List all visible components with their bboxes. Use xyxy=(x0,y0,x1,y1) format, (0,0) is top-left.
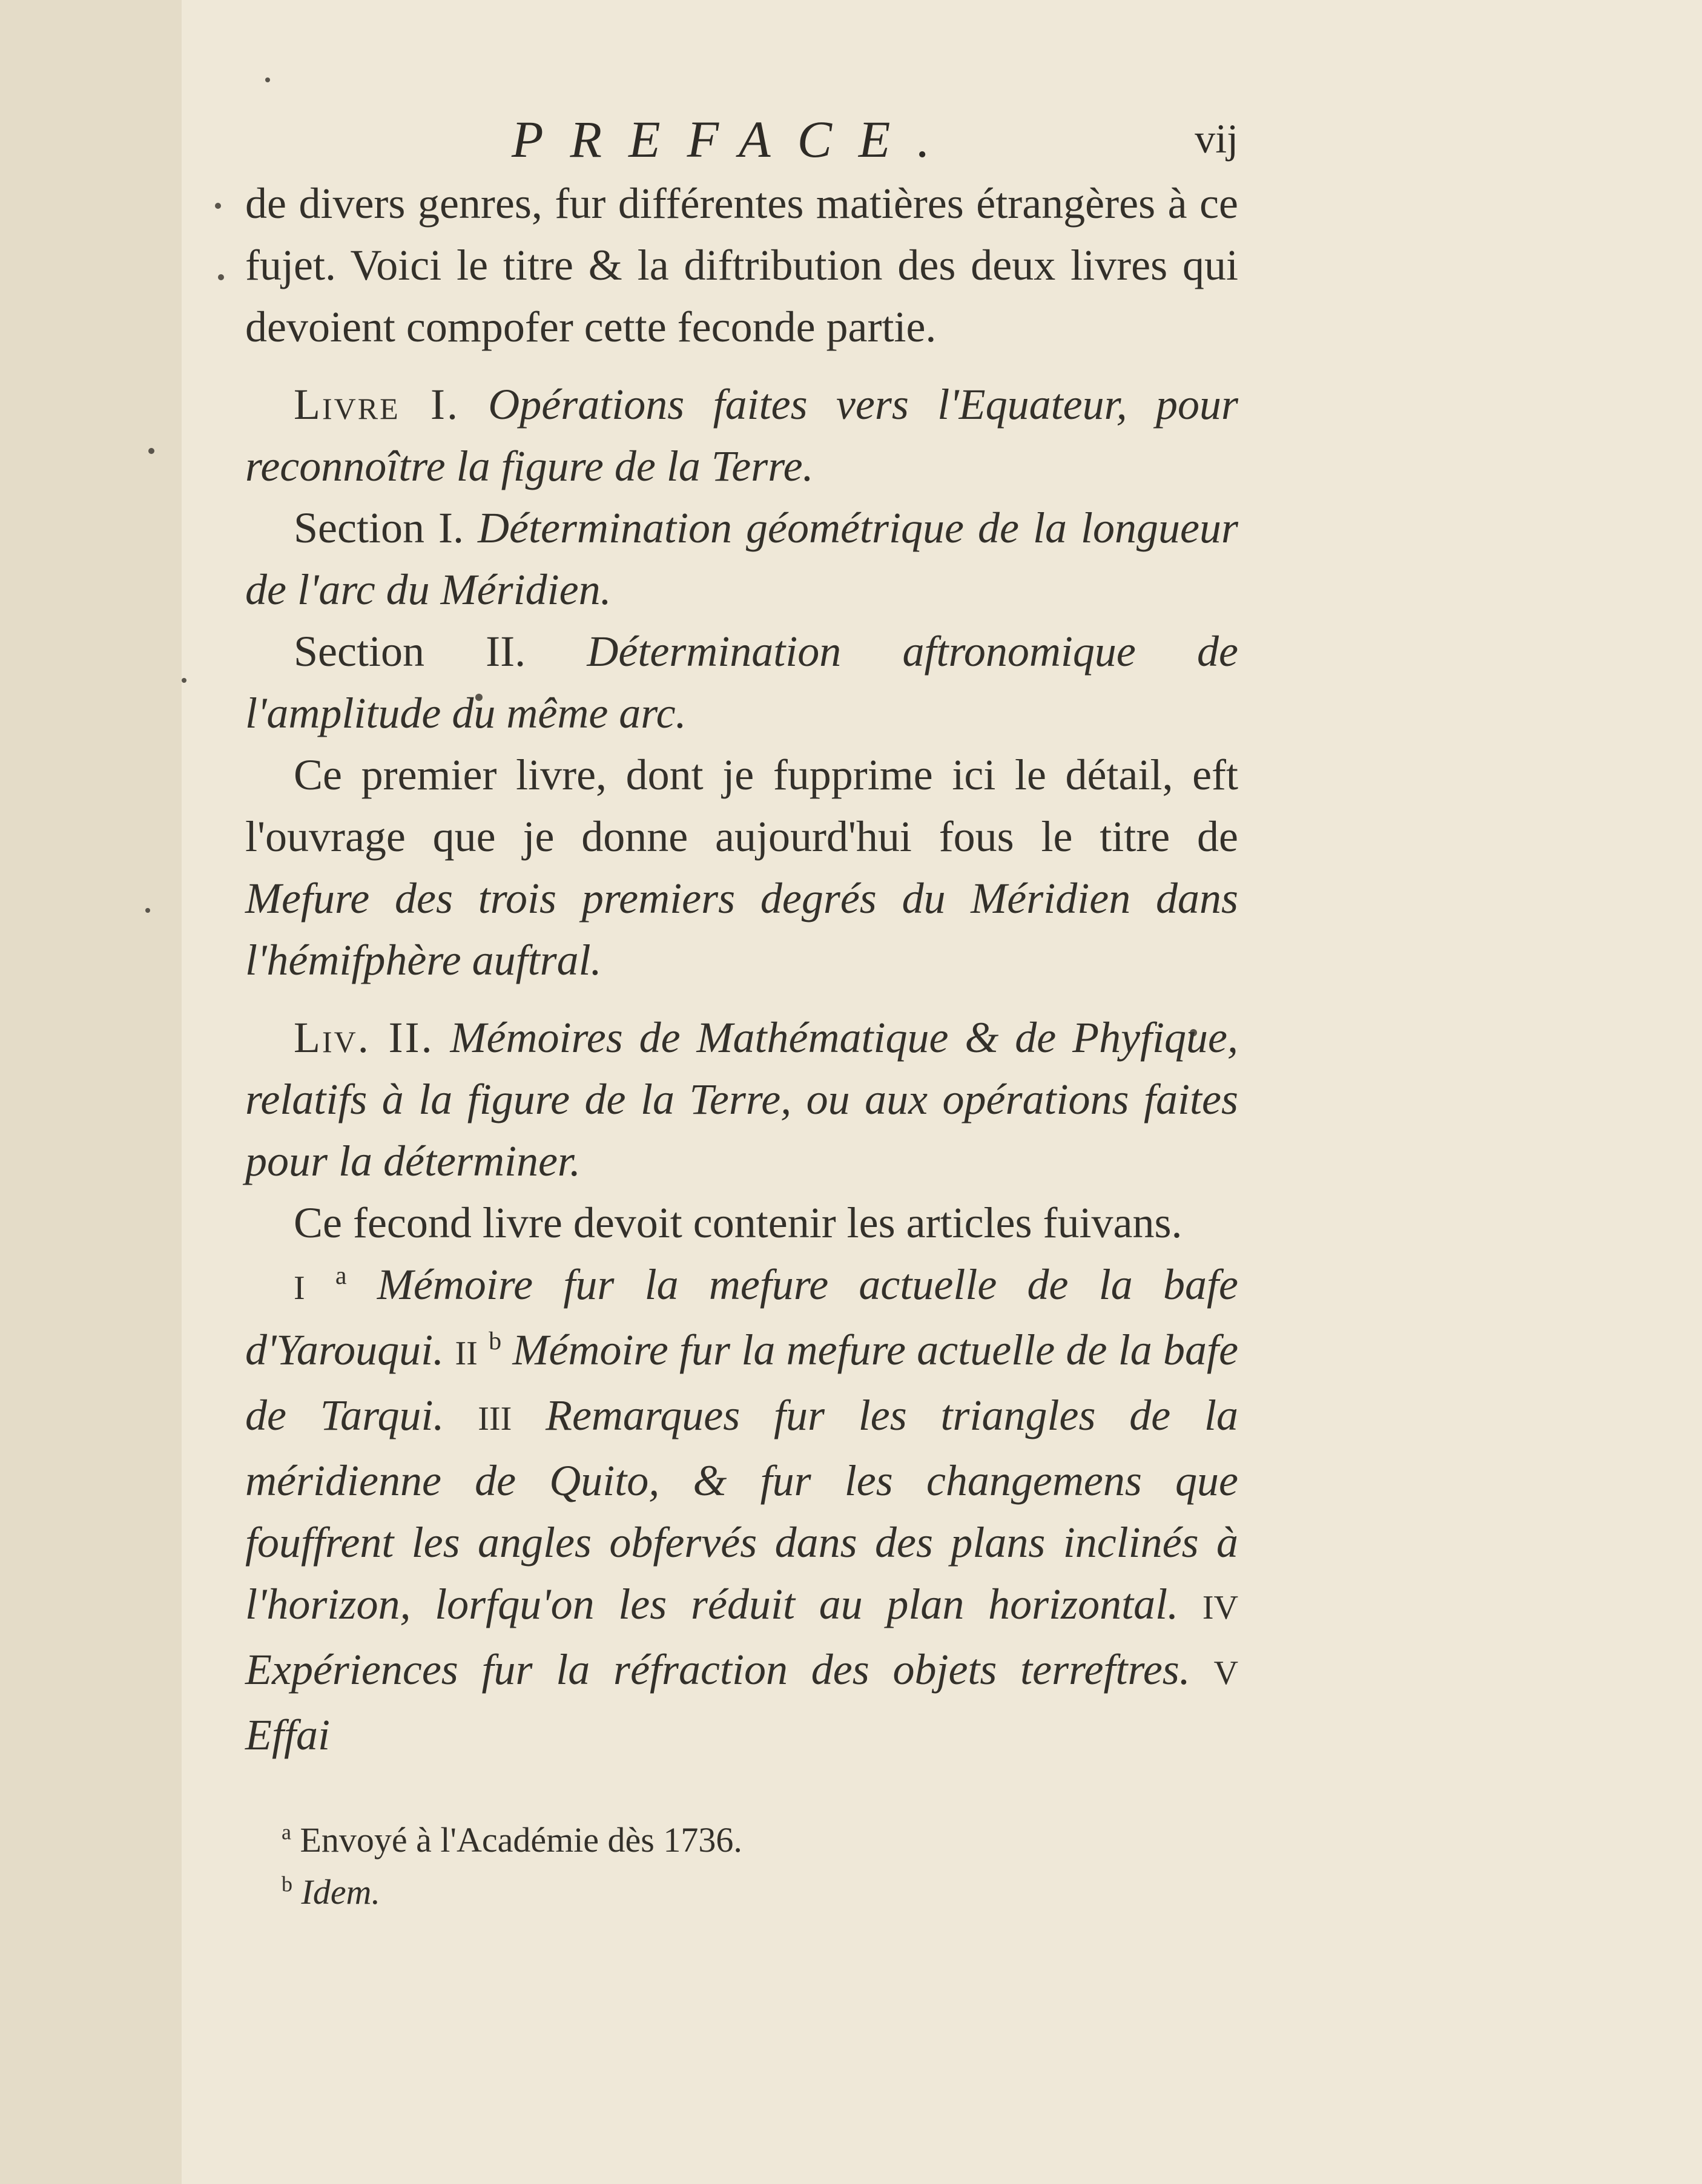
first-book-title: Mefure des trois premiers degrés du Méridien dans l'hémifphère auftral. xyxy=(245,874,1238,984)
ink-speck xyxy=(218,274,224,280)
article-4-number: IV xyxy=(1202,1589,1239,1626)
section-1-title: Détermination géométrique de la longueur de l'arc du Méridien. xyxy=(245,504,1239,614)
first-book-text: Ce premier livre, dont je fupprime ici le détail, eft l'ouvrage que je donne aujourd'hui fous le titre de xyxy=(245,751,1238,861)
article-2-number: II xyxy=(455,1335,478,1372)
section-1-label: Section I. xyxy=(294,504,464,552)
section-2-label: Section II. xyxy=(294,627,526,676)
article-3-title: Remarques fur les triangles de la méridienne de Quito, & fur les changemens que fouffrent les angles obfervés dans des plans inclinés à l'horizon, lorfqu'on les réduit au plan horizontal. xyxy=(245,1391,1239,1628)
paragraph-second-book: Ce fecond livre devoit contenir les articles fuivans. xyxy=(294,1199,1182,1247)
paragraph-section-2 xyxy=(245,620,1238,744)
footnote-text: Envoyé à l'Académie dès 1736. xyxy=(300,1820,742,1860)
footnote-text: Idem. xyxy=(301,1872,380,1912)
footnote-mark: b xyxy=(282,1872,292,1896)
ink-speck xyxy=(265,77,270,82)
article-3-number: III xyxy=(478,1400,512,1438)
footnote xyxy=(282,1814,1238,1866)
paragraph-livre-1 xyxy=(245,373,1238,497)
livre-2-label: Liv. II. xyxy=(294,1013,434,1062)
ink-speck xyxy=(148,448,154,454)
running-head xyxy=(245,109,1238,173)
paragraph-articles xyxy=(245,1254,1238,1766)
page-number: vij xyxy=(1195,116,1238,162)
running-title: PREFACE. xyxy=(512,110,957,168)
livre-1-title: Opérations faites vers l'Equateur, pour reconnoître la figure de la Terre. xyxy=(245,380,1239,490)
article-1-number: I xyxy=(294,1269,305,1307)
article-1-title: Mémoire fur la mefure actuelle de la bafe d'Yarouqui. xyxy=(245,1260,1238,1374)
section-2-title: Détermination aftronomique de l'amplitude du même arc. xyxy=(245,627,1238,737)
page-gutter xyxy=(0,0,182,2184)
paragraph-first-book xyxy=(245,744,1238,991)
article-4-title: Expériences fur la réfraction des objets terreftres. xyxy=(245,1645,1190,1694)
livre-2-title: Mémoires de Mathématique & de Phyfique, relatifs à la figure de la Terre, ou aux opérations faites pour la déterminer. xyxy=(245,1013,1239,1185)
footnote-mark: a xyxy=(282,1820,291,1844)
footnotes xyxy=(245,1814,1238,1918)
paragraph-intro: de divers genres, fur différentes matières étrangères à ce fujet. Voici le titre & la diftribution des deux livres qui devoient compofer cette feconde partie. xyxy=(245,179,1238,351)
article-1-footnote-ref: a xyxy=(335,1262,347,1290)
livre-1-label: Livre I. xyxy=(294,380,460,429)
ink-speck xyxy=(215,203,221,209)
article-2-title: Mémoire fur la mefure actuelle de la bafe de Tarqui. xyxy=(245,1326,1239,1439)
ink-speck xyxy=(145,908,150,913)
article-2-footnote-ref: b xyxy=(489,1327,502,1355)
footnote xyxy=(282,1866,1238,1918)
paragraph-livre-2 xyxy=(245,1007,1238,1192)
text-block xyxy=(245,109,1238,1918)
article-5-number: V xyxy=(1213,1654,1239,1692)
article-5-title: Effai xyxy=(245,1711,330,1759)
ink-speck xyxy=(182,678,186,683)
paragraph-section-1 xyxy=(245,497,1238,620)
